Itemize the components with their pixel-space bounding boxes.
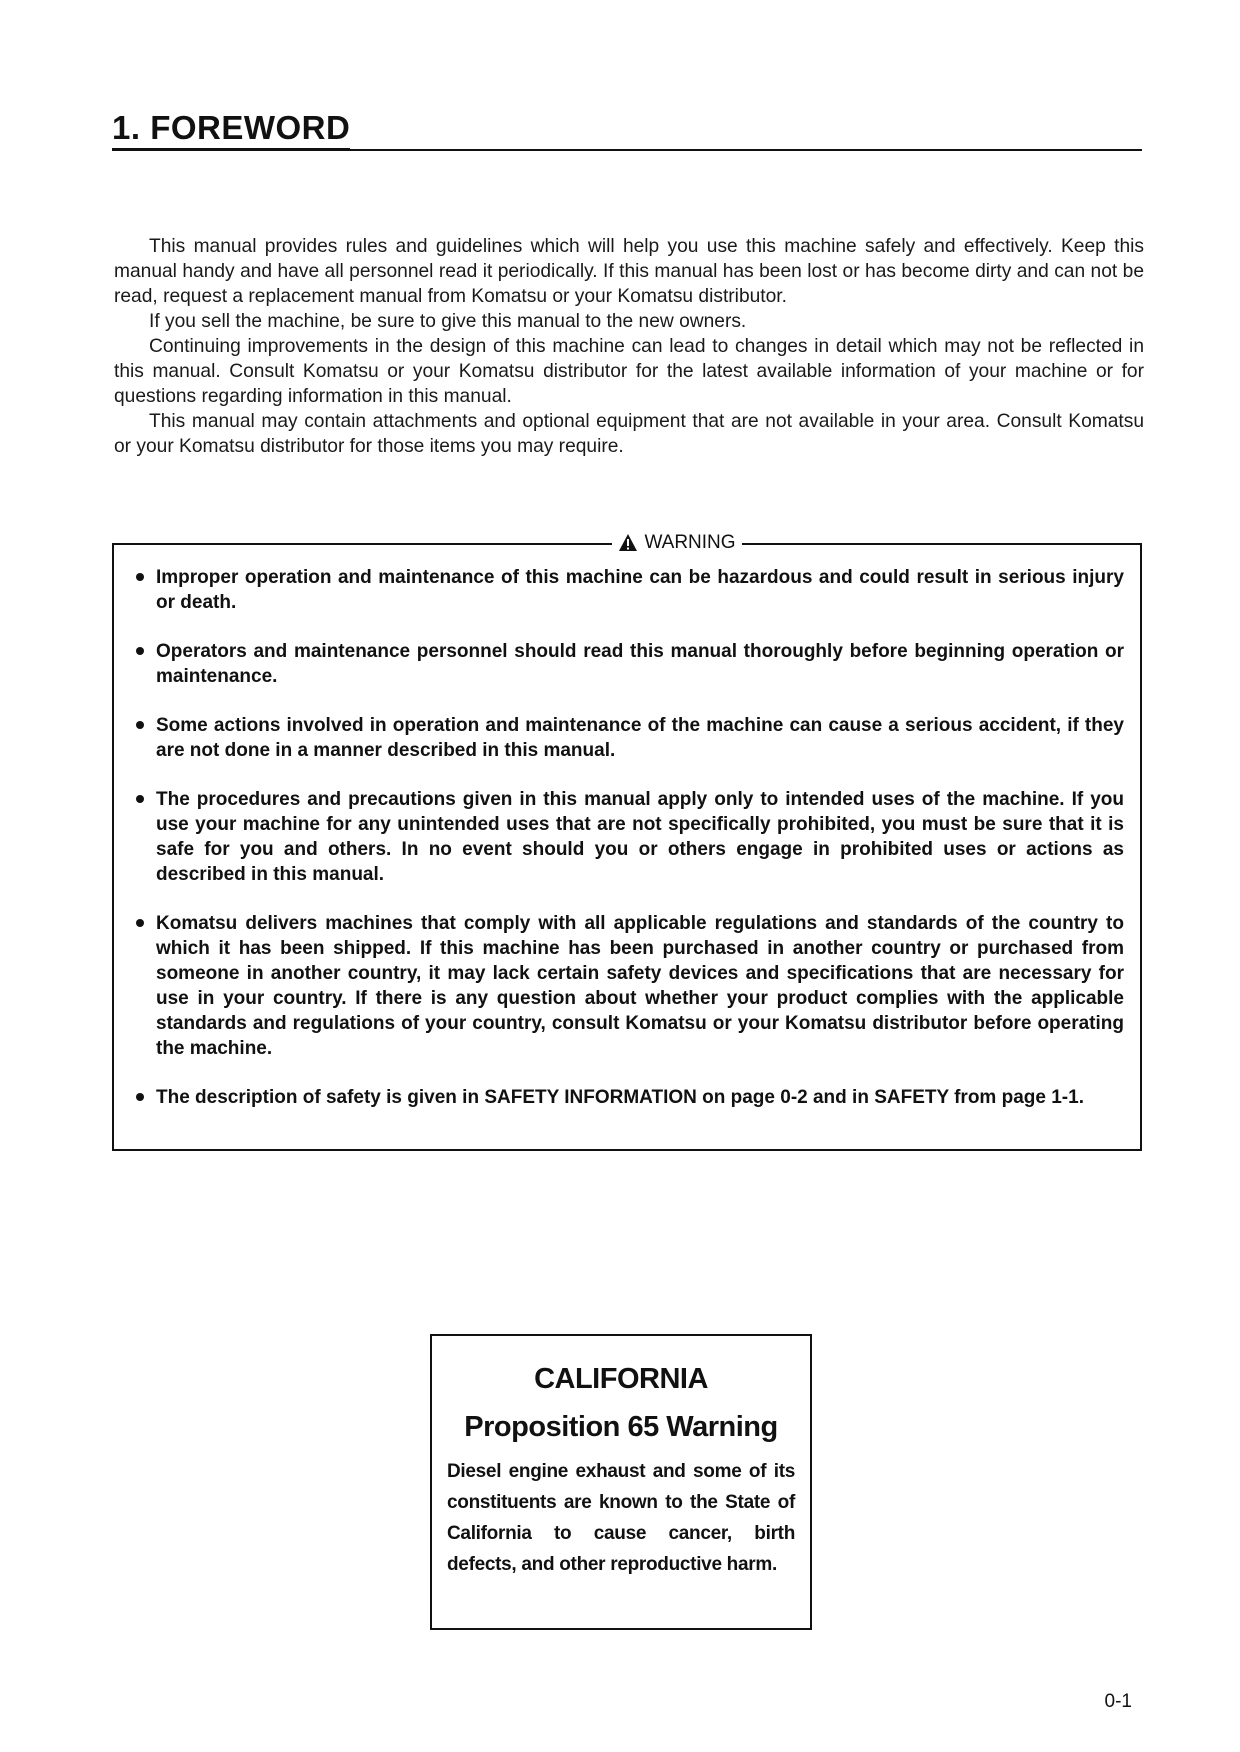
warning-box xyxy=(112,532,1142,1151)
california-subtitle: Proposition 65 Warning xyxy=(464,1411,778,1443)
warning-item-text: Improper operation and maintenance of this machine can be hazardous and could result in serious injury or death. xyxy=(156,567,1124,613)
warning-header xyxy=(114,531,1140,555)
warning-item xyxy=(134,1085,1124,1110)
warning-header-label-wrap xyxy=(612,531,741,555)
warning-item-text: Some actions involved in operation and maintenance of the machine can cause a serious accident, if they are not done in a manner described in this manual. xyxy=(156,715,1124,761)
page-number: 0-1 xyxy=(1104,1691,1132,1712)
warning-item xyxy=(134,911,1124,1061)
intro-paragraph: Continuing improvements in the design of this machine can lead to changes in detail which may not be reflected in this manual. Consult Komatsu or your Komatsu distributor for the latest available information of your machine or for questions regarding information in this manual. xyxy=(114,336,1144,407)
bullet-icon xyxy=(136,573,144,581)
warning-item-text: Operators and maintenance personnel should read this manual thoroughly before beginning operation or maintenance. xyxy=(156,641,1124,687)
california-prop65-box xyxy=(430,1334,812,1630)
intro-paragraph: This manual provides rules and guidelines which will help you use this machine safely and effectively. Keep this manual handy and have all personnel read it periodically. If this manual has been lost or has become dirty and can not be read, request a replacement manual from Komatsu or your Komatsu distributor. xyxy=(114,236,1144,307)
bullet-icon xyxy=(136,1093,144,1101)
warning-list xyxy=(134,565,1124,1134)
bullet-icon xyxy=(136,647,144,655)
bullet-icon xyxy=(136,721,144,729)
california-title: CALIFORNIA xyxy=(534,1363,708,1395)
warning-item xyxy=(134,713,1124,763)
bullet-icon xyxy=(136,795,144,803)
warning-item-text: The description of safety is given in SAFETY INFORMATION on page 0-2 and in SAFETY from page 1-1. xyxy=(156,1087,1084,1108)
bullet-icon xyxy=(136,919,144,927)
warning-item xyxy=(134,565,1124,615)
intro-text xyxy=(114,234,1144,459)
california-body: Diesel engine exhaust and some of its constituents are known to the State of California to cause cancer, birth defects, and other reproductive harm. xyxy=(447,1461,795,1575)
warning-label: WARNING xyxy=(644,532,736,553)
warning-triangle-icon xyxy=(618,533,638,552)
warning-item xyxy=(134,639,1124,689)
section-heading xyxy=(112,103,1142,151)
intro-paragraph: This manual may contain attachments and optional equipment that are not available in your area. Consult Komatsu or your Komatsu distributor for those items you may require. xyxy=(114,411,1144,457)
intro-paragraph: If you sell the machine, be sure to give this manual to the new owners. xyxy=(149,311,747,332)
warning-item-text: The procedures and precautions given in this manual apply only to intended uses of the machine. If you use your machine for any unintended uses that are not specifically prohibited, you must be sure that it is safe for you and others. In no event should you or others engage in prohibited uses or actions as described in this manual. xyxy=(156,789,1124,885)
warning-item-text: Komatsu delivers machines that comply with all applicable regulations and standards of the country to which it has been shipped. If this machine has been purchased in another country or purchased from someone in another country, it may lack certain safety devices and specifications that are necessary for use in your country. If there is any question about whether your product complies with the applicable standards and regulations of your country, consult Komatsu or your Komatsu distributor before operating the machine. xyxy=(156,913,1124,1059)
section-title: 1. FOREWORD xyxy=(112,108,350,151)
warning-item xyxy=(134,787,1124,887)
